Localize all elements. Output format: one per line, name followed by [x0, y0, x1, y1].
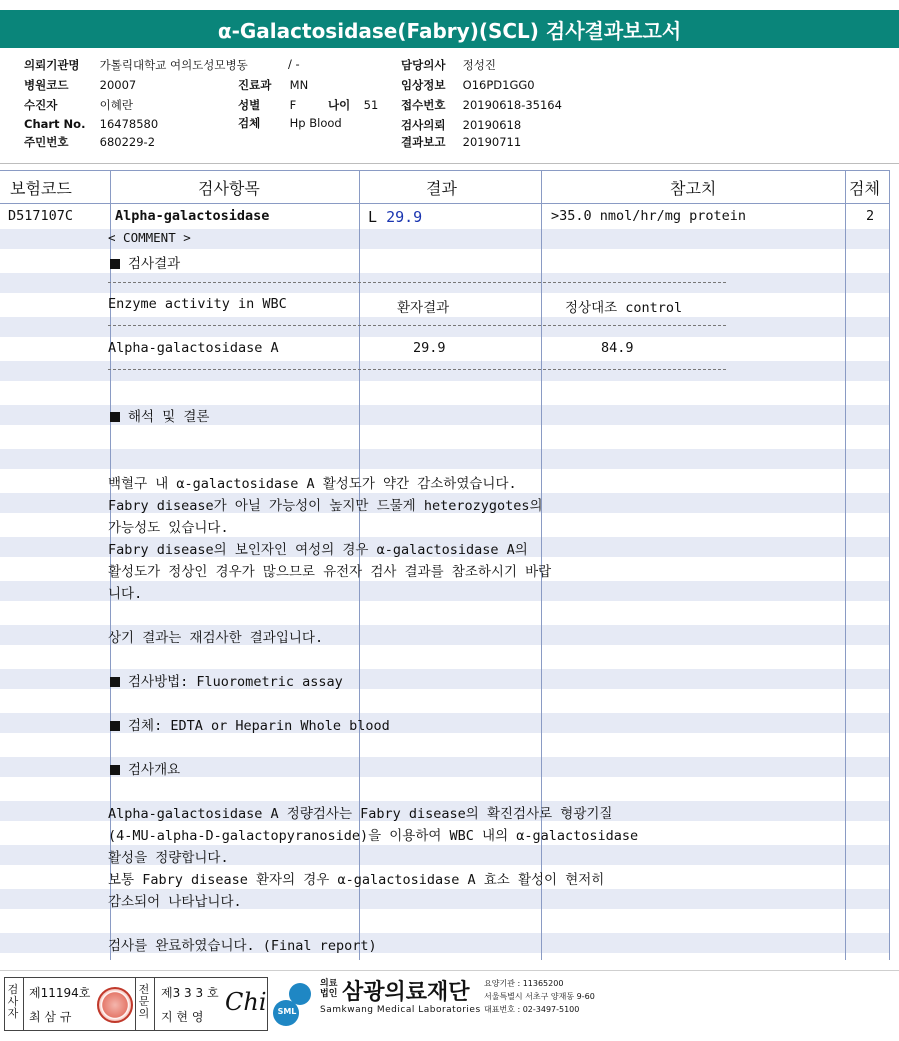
bullet-square-icon	[110, 677, 120, 687]
result-reference: >35.0 nmol/hr/mg protein	[551, 208, 747, 224]
sml-logo-graphic	[272, 981, 316, 1027]
result-value-group	[368, 208, 422, 226]
interp-line: Fabry disease가 아닐 가능성이 높지만 드물게 heterozygotes의	[108, 498, 543, 514]
value-clinical-info: O16PD1GG0	[462, 78, 535, 92]
header-divider	[0, 163, 899, 164]
name-specialist: 지 현 영	[161, 1010, 204, 1024]
license-specialist: 제3 3 3 호	[161, 986, 219, 1000]
label-clinical-info: 임상정보	[401, 78, 446, 92]
label-examiner: 검사자	[7, 983, 19, 1020]
contact-line: 대표번호 : 02-3497-5100	[484, 1005, 580, 1014]
result-item: Alpha-galactosidase	[115, 208, 270, 224]
label-chart-no: Chart No.	[24, 117, 86, 131]
contact-line: 요양기관 : 11365200	[484, 979, 564, 988]
col-header-code: 보험코드	[10, 179, 72, 198]
section-overview-title: 검사개요	[128, 762, 181, 778]
interp-line: 니다.	[108, 586, 143, 602]
col-header-item: 검사항목	[198, 179, 260, 198]
box-divider	[135, 978, 136, 1030]
value-sex: F	[289, 98, 297, 112]
signature: Chi	[225, 988, 267, 1016]
table-top-line	[0, 170, 890, 171]
dashed-rule	[108, 369, 726, 370]
label-patient: 수진자	[24, 98, 58, 112]
contact-line: 서울특별시 서초구 양재동 9-60	[484, 992, 595, 1001]
overview-line: 활성을 정량합니다.	[108, 850, 229, 866]
label-doctor: 담당의사	[401, 58, 446, 72]
contact-info	[484, 977, 595, 1016]
name-examiner: 최 삼 규	[29, 1010, 72, 1024]
org-name-en: Samkwang Medical Laboratories	[320, 1005, 481, 1015]
enzyme-head-c3: 정상대조 control	[565, 300, 683, 316]
label-specialist: 전문의	[138, 983, 150, 1020]
result-value: 29.9	[386, 208, 423, 226]
specimen-text: 검체: EDTA or Heparin Whole blood	[128, 718, 390, 734]
bullet-square-icon	[110, 412, 120, 422]
section-interpretation-title: 해석 및 결론	[128, 409, 210, 425]
bullet-square-icon	[110, 259, 120, 269]
value-institution-dept: / -	[288, 57, 300, 71]
sml-logo-text: SML	[277, 1007, 297, 1016]
label-report-date: 결과보고	[401, 135, 446, 149]
result-specimen: 2	[866, 208, 875, 224]
value-resident-no: 680229-2	[99, 135, 156, 149]
interp-line: 가능성도 있습니다.	[108, 520, 229, 536]
label-specimen: 검체	[238, 116, 261, 130]
section-result	[110, 252, 180, 272]
interp-line: 활성도가 정상인 경우가 많으므로 유전자 검사 결과를 참조하시기 바랍	[108, 564, 552, 580]
label-receipt-no: 접수번호	[401, 98, 446, 112]
label-department: 진료과	[238, 78, 272, 92]
org-name: 삼광의료재단	[342, 980, 470, 1005]
value-receipt-no: 20190618-35164	[462, 98, 562, 112]
col-divider	[845, 170, 846, 960]
signature-box	[4, 977, 268, 1031]
value-department: MN	[289, 78, 309, 92]
bullet-square-icon	[110, 765, 120, 775]
overview-line: 감소되어 나타납니다.	[108, 894, 242, 910]
corp-type: 의료법인	[320, 979, 338, 999]
method-line	[110, 670, 343, 690]
overview-line: (4-MU-alpha-D-galactopyranoside)을 이용하여 WBC 내의 α-galactosidase	[108, 828, 639, 844]
section-result-title: 검사결과	[128, 256, 181, 272]
label-sex: 성별	[238, 98, 261, 112]
box-divider	[23, 978, 24, 1030]
section-overview	[110, 758, 180, 778]
specimen-line	[110, 714, 390, 734]
result-flag: L	[368, 208, 378, 226]
comment-open: < COMMENT >	[108, 230, 191, 245]
result-code: D517107C	[8, 208, 74, 224]
value-chart-no: 16478580	[99, 117, 159, 131]
value-age: 51	[363, 98, 379, 112]
label-hospital-code: 병원코드	[24, 78, 69, 92]
col-header-specimen: 검체	[849, 179, 880, 198]
footer	[0, 970, 899, 1041]
label-age: 나이	[328, 98, 351, 112]
overview-line: 보통 Fabry disease 환자의 경우 α-galactosidase A 효소 활성이 현저히	[108, 872, 605, 888]
interp-line: 백혈구 내 α-galactosidase A 활성도가 약간 감소하였습니다.	[108, 476, 517, 492]
label-resident-no: 주민번호	[24, 135, 69, 149]
value-patient: 이혜란	[99, 98, 133, 112]
dashed-rule	[108, 282, 726, 283]
col-header-reference: 참고치	[670, 179, 717, 198]
col-divider	[889, 170, 890, 960]
value-request-date: 20190618	[462, 118, 522, 132]
enzyme-head-c2: 환자결과	[397, 300, 450, 316]
value-report-date: 20190711	[462, 135, 522, 149]
stripe	[0, 361, 890, 381]
report-title: α-Galactosidase(Fabry)(SCL) 검사결과보고서	[0, 10, 899, 48]
sml-logo-icon	[272, 981, 316, 1027]
bullet-square-icon	[110, 721, 120, 731]
col-header-result: 결과	[426, 179, 457, 198]
stripe	[0, 449, 890, 469]
enzyme-row-c1: Alpha-galactosidase A	[108, 340, 279, 356]
method-text: 검사방법: Fluorometric assay	[128, 674, 343, 690]
seal-stamp-icon	[97, 987, 133, 1023]
stripe	[0, 273, 890, 293]
value-institution: 가톨릭대학교 여의도성모병동	[99, 58, 248, 72]
final-report: 검사를 완료하였습니다. (Final report)	[108, 938, 377, 954]
value-specimen: Hp Blood	[289, 116, 342, 130]
overview-line: Alpha-galactosidase A 정량검사는 Fabry disease의 확진검사로 형광기질	[108, 806, 613, 822]
dashed-rule	[108, 325, 726, 326]
label-institution: 의뢰기관명	[24, 58, 80, 72]
interp-line: Fabry disease의 보인자인 여성의 경우 α-galactosidase A의	[108, 542, 528, 558]
enzyme-row-c3: 84.9	[601, 340, 634, 356]
box-divider	[154, 978, 155, 1030]
value-doctor: 정성진	[462, 58, 496, 72]
label-request-date: 검사의뢰	[401, 118, 446, 132]
license-examiner: 제11194호	[29, 986, 91, 1000]
section-interpretation	[110, 405, 209, 425]
retest-note: 상기 결과는 재검사한 결과입니다.	[108, 630, 324, 646]
enzyme-head-c1: Enzyme activity in WBC	[108, 296, 287, 312]
enzyme-row-c2: 29.9	[413, 340, 446, 356]
stripe	[0, 317, 890, 337]
table-head-line	[0, 203, 890, 204]
header-row-1	[24, 57, 248, 73]
value-hospital-code: 20007	[99, 78, 137, 92]
